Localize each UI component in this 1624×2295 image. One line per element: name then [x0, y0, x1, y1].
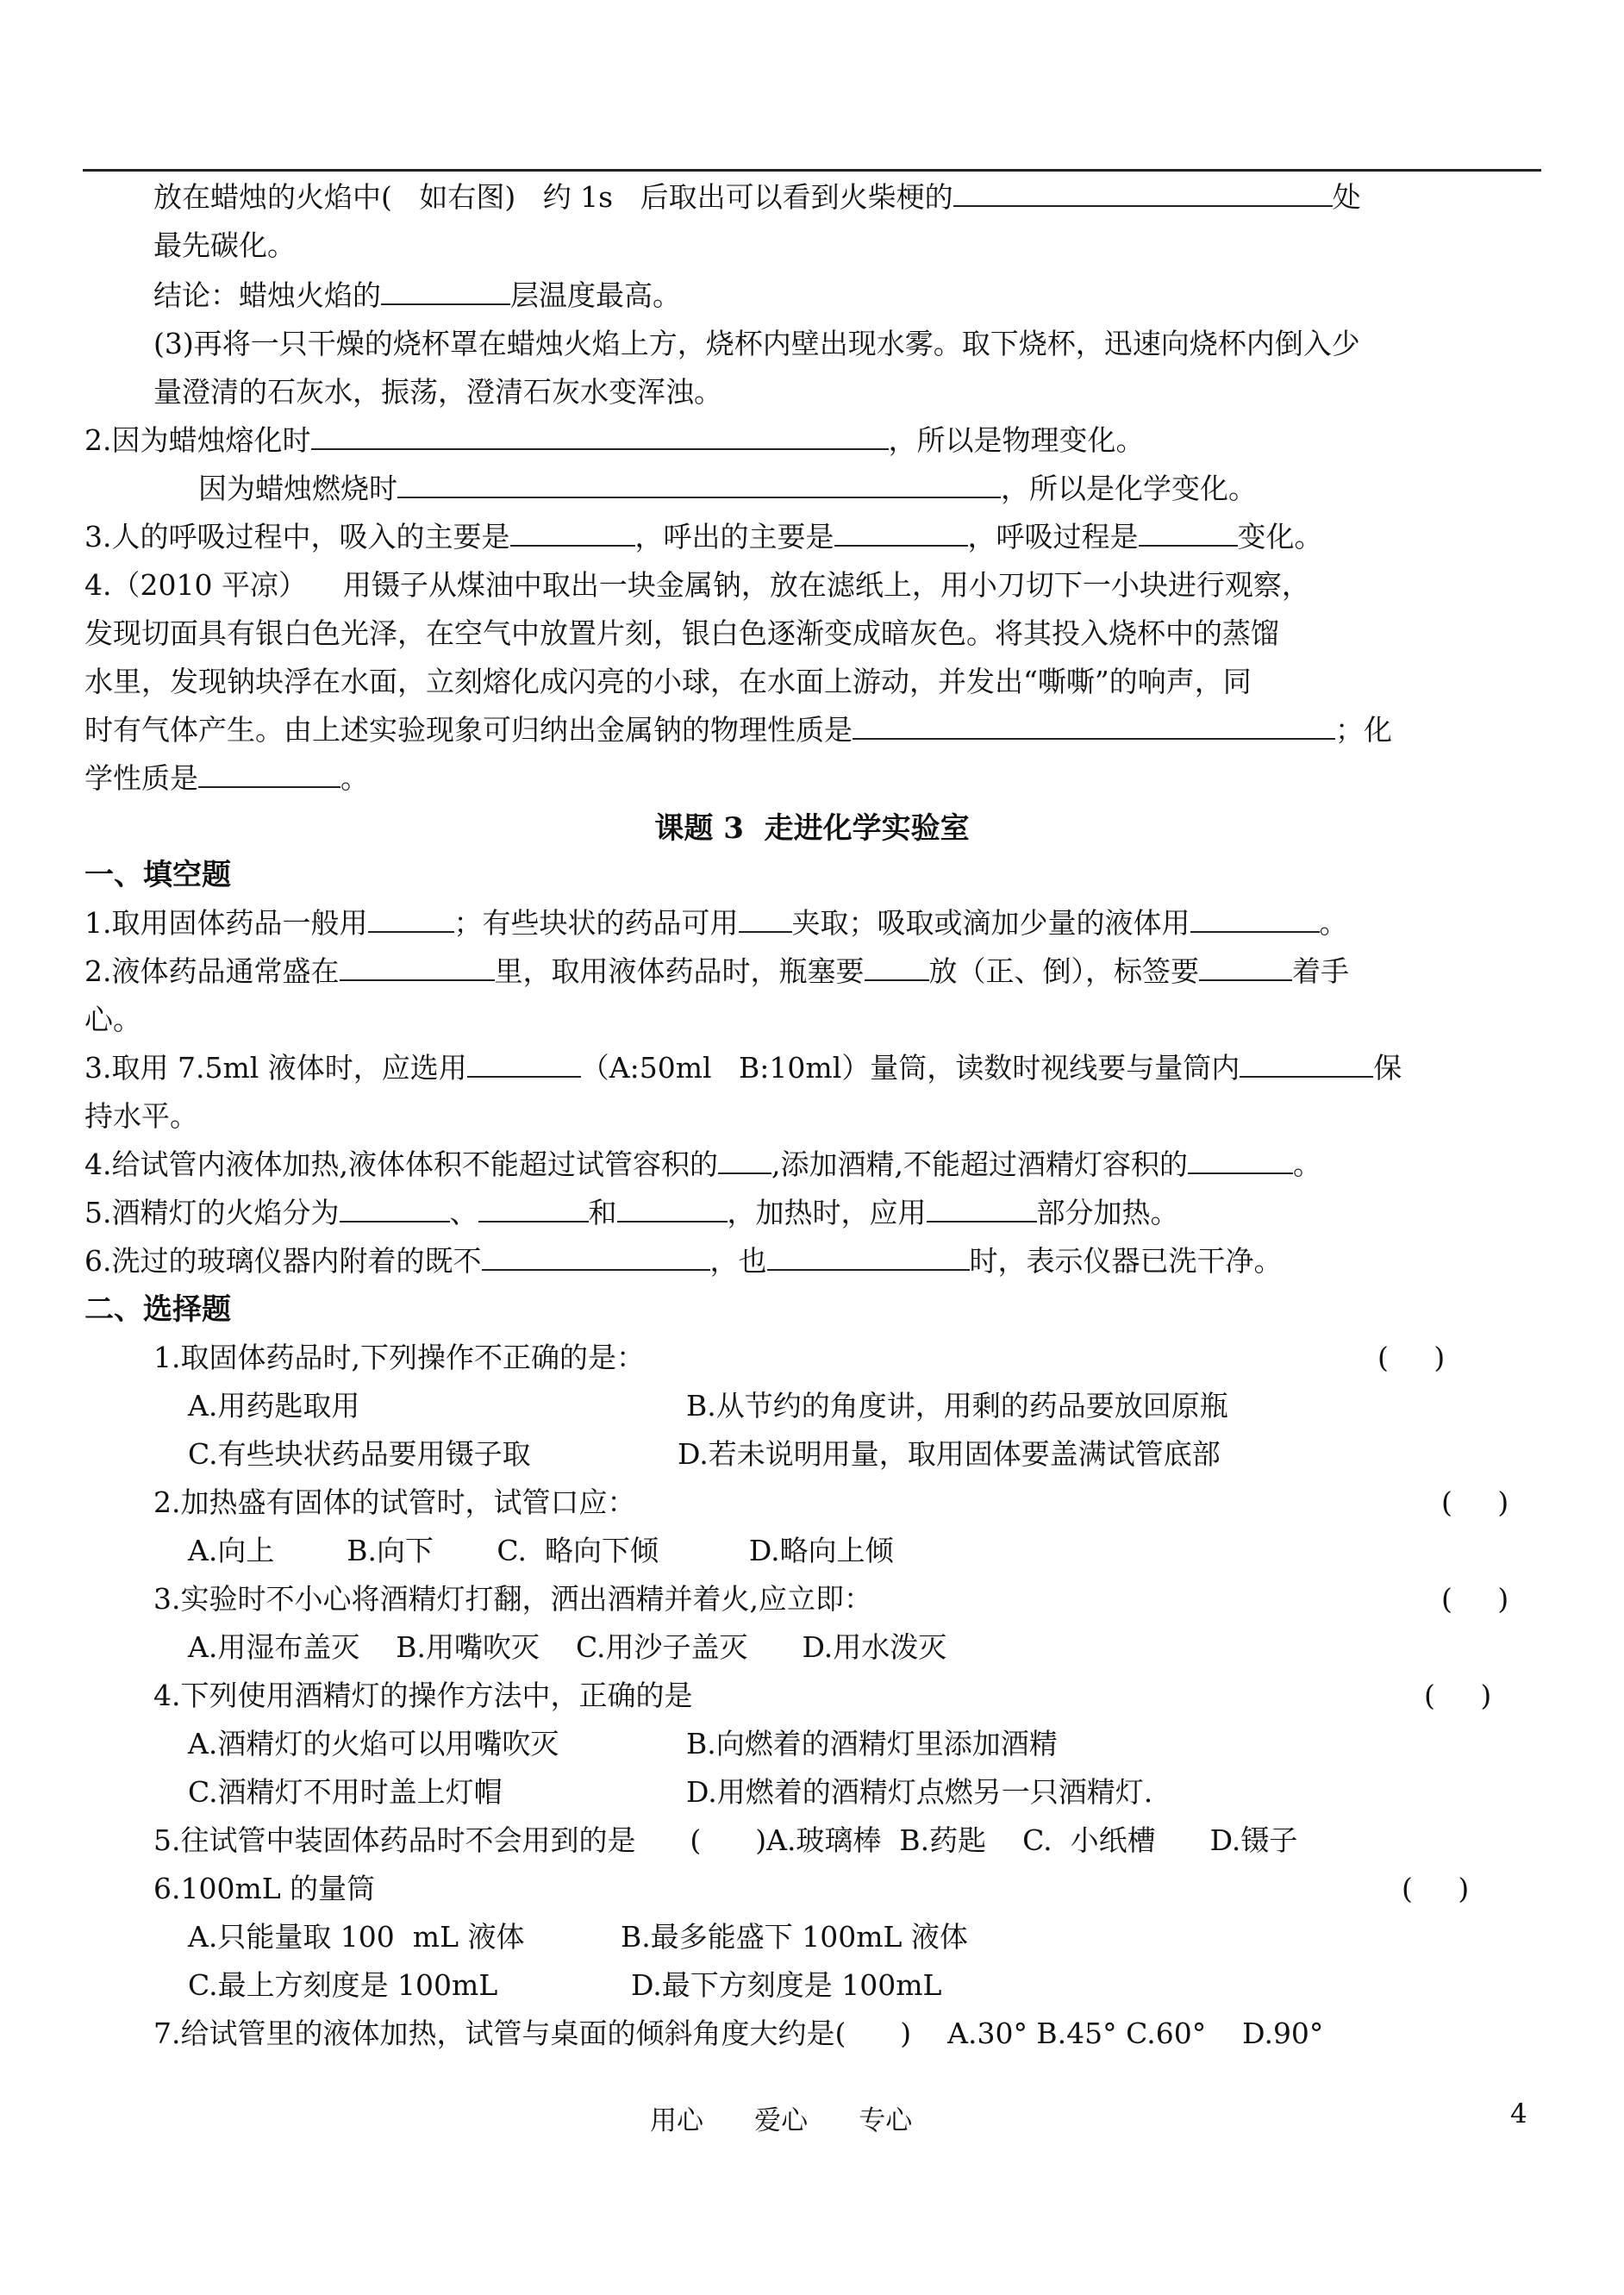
choice-question: 3.实验时不小心将酒精灯打翻，洒出酒精并着火,应立即：: [153, 1582, 872, 1616]
question-line: [84, 516, 1323, 559]
header-rule: [83, 169, 1541, 172]
text-line: 心。: [84, 1003, 141, 1036]
choice-options: A.用湿布盖灭 B.用嘴吹灭 C.用沙子盖灭 D.用水泼灭: [188, 1630, 947, 1664]
answer-blank: [767, 1243, 970, 1271]
section-title: 课题 3 走进化学实验室: [654, 811, 970, 846]
text-segment: 部分加热。: [1036, 1196, 1179, 1229]
answer-blank: [739, 905, 792, 933]
question-line: 4.（2010 平凉） 用镊子从煤油中取出一块金属钠，放在滤纸上，用小刀切下一小块进行观察，: [84, 568, 1310, 602]
answer-parentheses: ( ): [1402, 1872, 1470, 1905]
answer-blank: [1139, 519, 1238, 547]
text-segment: 时有气体产生。由上述实验现象可归纳出金属钠的物理性质是: [84, 713, 853, 747]
choice-option: D.用燃着的酒精灯点燃另一只酒精灯.: [686, 1775, 1153, 1809]
question-line: [84, 419, 1145, 462]
footer-slogan: 用心 爱心 专心: [650, 2105, 913, 2136]
text-segment: ，加热时，应用: [727, 1196, 927, 1229]
fill-question: [84, 1047, 1402, 1090]
section-heading: 二、选择题: [84, 1292, 231, 1327]
answer-parentheses: ( ): [1377, 1341, 1446, 1374]
text-line: [84, 757, 369, 800]
text-line: [84, 709, 1392, 752]
text-segment: ,添加酒精,不能超过酒精灯容积的: [771, 1148, 1188, 1181]
answer-blank: [340, 1195, 450, 1223]
fill-question: [84, 1143, 1321, 1186]
text-segment: 3.取用 7.5ml 液体时，应选用: [84, 1051, 467, 1085]
choice-question: 4.下列使用酒精灯的操作方法中，正确的是: [153, 1679, 693, 1712]
choice-question: 5.往试管中装固体药品时不会用到的是 ( )A.玻璃棒 B.药匙 C. 小纸槽 D.镊子: [153, 1823, 1298, 1857]
text-segment: 变化。: [1237, 520, 1323, 553]
answer-blank: [198, 760, 340, 788]
answer-parentheses: ( ): [1424, 1679, 1492, 1712]
conclusion-line: [153, 274, 681, 317]
text-segment: ，也: [709, 1244, 767, 1278]
text-segment: ；化: [1335, 713, 1392, 747]
fill-question: [84, 950, 1349, 993]
question-line: [198, 467, 1257, 510]
answer-blank: [1190, 905, 1320, 933]
answer-blank: [1240, 1050, 1373, 1078]
text-segment: 。: [1292, 1148, 1321, 1181]
text-segment: （A:50ml B:10ml）量筒，读数时视线要与量筒内: [580, 1051, 1240, 1085]
text-segment: 夹取；吸取或滴加少量的液体用: [791, 906, 1190, 940]
answer-blank: [1199, 954, 1292, 981]
fill-question: [84, 1240, 1283, 1283]
text-segment: 2.因为蜡烛熔化时: [84, 423, 311, 457]
text-segment: 处: [1332, 180, 1361, 214]
answer-blank: [865, 954, 929, 981]
text-segment: 5.酒精灯的火焰分为: [84, 1196, 340, 1229]
text-segment: 1.取用固体药品一般用: [84, 906, 368, 940]
choice-option: D.最下方刻度是 100mL: [631, 1968, 942, 2002]
text-segment: ，呼吸过程是: [967, 520, 1139, 553]
choice-option: B.向燃着的酒精灯里添加酒精: [686, 1727, 1058, 1760]
answer-blank: [467, 1050, 581, 1078]
answer-blank: [482, 1243, 710, 1271]
text-segment: 4.给试管内液体加热,液体体积不能超过试管容积的: [84, 1148, 718, 1181]
page-number: 4: [1510, 2098, 1527, 2129]
text-segment: 里，取用液体药品时，瓶塞要: [494, 954, 865, 988]
text-segment: ，所以是化学变化。: [1001, 472, 1257, 505]
text-line: (3)再将一只干燥的烧杯罩在蜡烛火焰上方，烧杯内壁出现水雾。取下烧杯，迅速向烧杯内倒入少: [153, 327, 1360, 360]
answer-blank: [510, 519, 635, 547]
choice-option: C.有些块状药品要用镊子取: [188, 1437, 531, 1471]
choice-question: 6.100mL 的量筒: [153, 1872, 376, 1905]
text-segment: 和: [588, 1196, 617, 1229]
text-segment: 结论：蜡烛火焰的: [153, 278, 381, 312]
choice-options: A.向上 B.向下 C. 略向下倾 D.略向上倾: [188, 1534, 894, 1567]
answer-blank: [368, 905, 454, 933]
fill-question: [84, 1191, 1179, 1235]
choice-question: 2.加热盛有固体的试管时，试管口应：: [153, 1485, 636, 1519]
text-segment: 保: [1373, 1051, 1402, 1085]
choice-option: A.用药匙取用: [188, 1389, 360, 1423]
answer-blank: [340, 954, 495, 981]
answer-blank: [617, 1195, 728, 1223]
answer-blank: [311, 422, 889, 450]
text-segment: 着手: [1292, 954, 1349, 988]
text-segment: 。: [340, 761, 369, 795]
text-line: 发现切面具有银白色光泽，在空气中放置片刻，银白色逐渐变成暗灰色。将其投入烧杯中的蒸馏: [84, 616, 1279, 650]
choice-option: A.只能量取 100 mL 液体: [188, 1920, 525, 1954]
text-line: 最先碳化。: [153, 228, 296, 262]
text-segment: 6.洗过的玻璃仪器内附着的既不: [84, 1244, 482, 1278]
answer-blank: [853, 712, 1335, 740]
answer-blank: [397, 471, 1001, 498]
answer-blank: [381, 278, 510, 305]
choice-option: C.最上方刻度是 100mL: [188, 1968, 498, 2002]
choice-option: D.若未说明用量，取用固体要盖满试管底部: [678, 1437, 1221, 1471]
answer-blank: [927, 1195, 1037, 1223]
text-segment: 。: [1319, 906, 1348, 940]
text-line: 水里，发现钠块浮在水面，立刻熔化成闪亮的小球，在水面上游动，并发出“嘶嘶”的响声，同: [84, 665, 1252, 698]
text-segment: 因为蜡烛燃烧时: [198, 472, 397, 505]
choice-question: 1.取固体药品时,下列操作不正确的是：: [153, 1341, 645, 1374]
text-segment: 时，表示仪器已洗干净。: [969, 1244, 1283, 1278]
text-segment: 3.人的呼吸过程中，吸入的主要是: [84, 520, 510, 553]
fill-question: [84, 902, 1348, 945]
text-segment: ；有些块状的药品可用: [453, 906, 739, 940]
answer-parentheses: ( ): [1441, 1582, 1509, 1616]
answer-blank: [478, 1195, 589, 1223]
section-heading: 一、填空题: [84, 858, 231, 892]
text-segment: ，所以是物理变化。: [888, 423, 1145, 457]
choice-question: 7.给试管里的液体加热，试管与桌面的倾斜角度大约是( ) A.30° B.45° C.60° D.90°: [153, 2017, 1324, 2050]
text-segment: 放（正、倒），标签要: [928, 954, 1199, 988]
answer-blank: [718, 1147, 771, 1174]
text-segment: ，呼出的主要是: [634, 520, 834, 553]
text-segment: 2.液体药品通常盛在: [84, 954, 340, 988]
text-line: 持水平。: [84, 1099, 198, 1133]
choice-option: B.从节约的角度讲，用剩的药品要放回原瓶: [686, 1389, 1228, 1423]
answer-blank: [953, 179, 1333, 207]
choice-option: C.酒精灯不用时盖上灯帽: [188, 1775, 503, 1809]
text-segment: 放在蜡烛的火焰中( 如右图) 约 1s 后取出可以看到火柴梗的: [153, 180, 953, 214]
answer-parentheses: ( ): [1441, 1485, 1509, 1519]
text-line: [153, 176, 1361, 219]
choice-option: A.酒精灯的火焰可以用嘴吹灭: [188, 1727, 559, 1760]
answer-blank: [1188, 1147, 1293, 1174]
text-line: 量澄清的石灰水，振荡，澄清石灰水变浑浊。: [153, 375, 722, 409]
text-segment: 、: [449, 1196, 478, 1229]
text-segment: 层温度最高。: [510, 278, 681, 312]
text-segment: 学性质是: [84, 761, 198, 795]
choice-option: B.最多能盛下 100mL 液体: [621, 1920, 968, 1954]
answer-blank: [834, 519, 968, 547]
